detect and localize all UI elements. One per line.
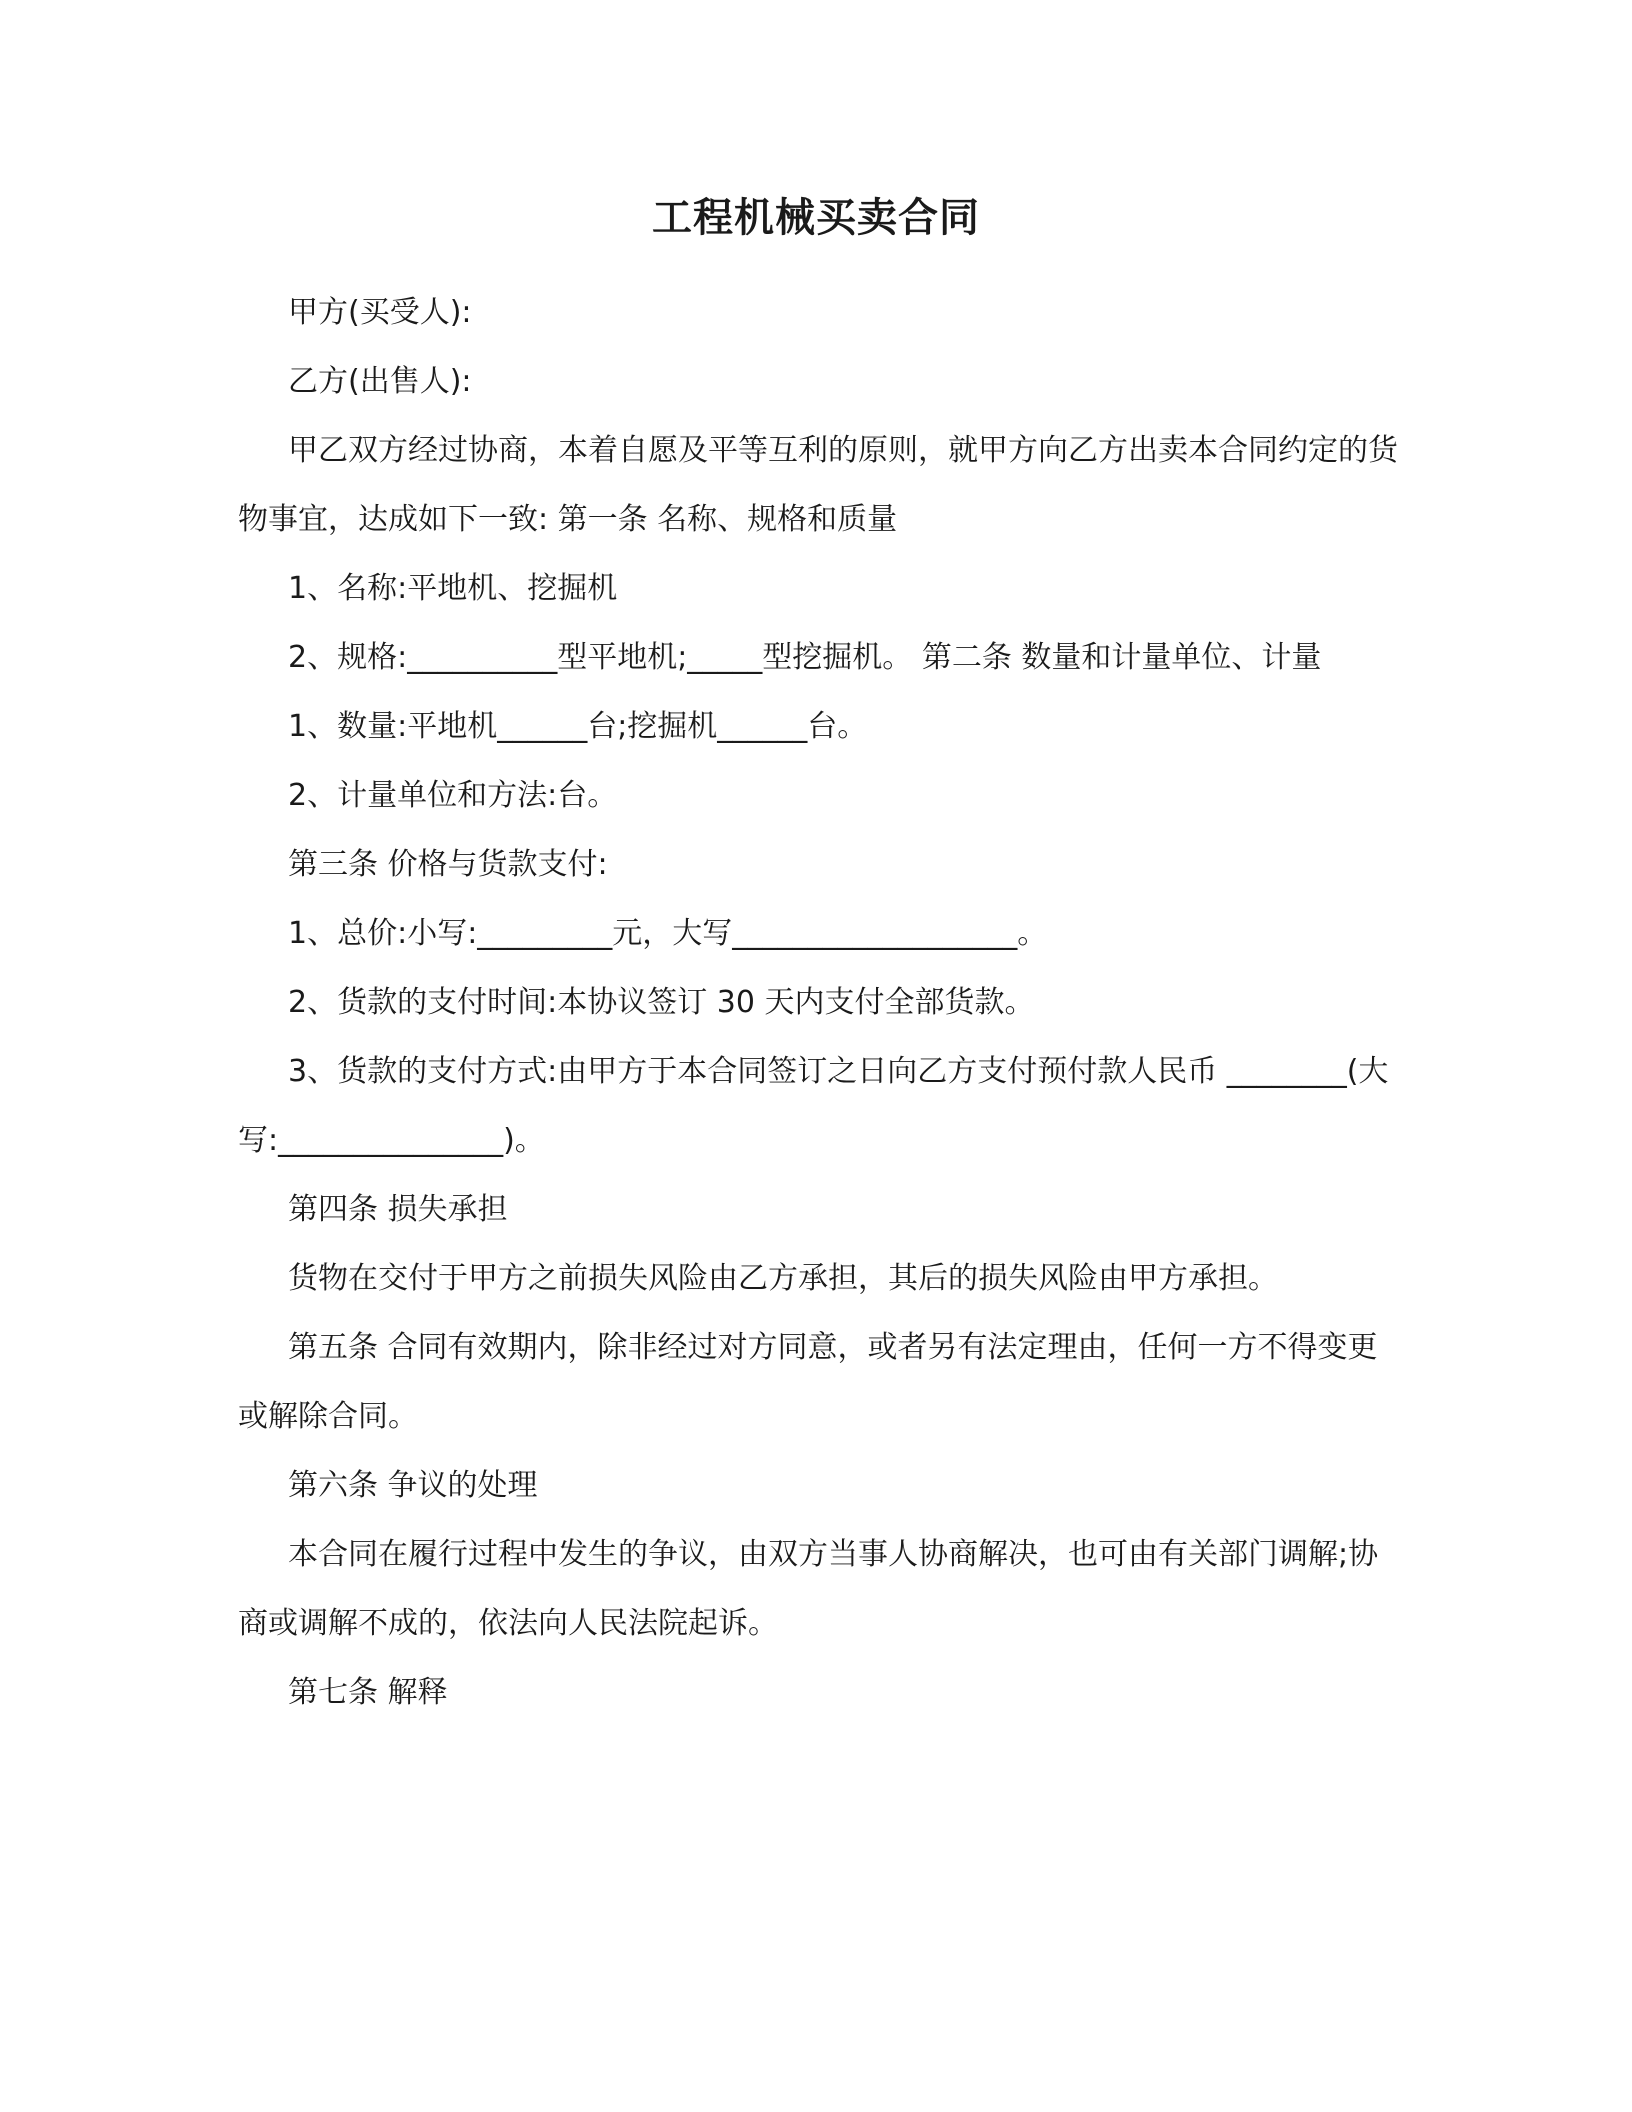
paragraph-loss-risk: 货物在交付于甲方之前损失风险由乙方承担，其后的损失风险由甲方承担。 — [288, 1261, 1278, 1296]
paragraph-payment-method: 3、货款的支付方式:由甲方于本合同签订之日向乙方支付预付款人民币 ________(大写:_______________)。 — [238, 1054, 1389, 1158]
paragraph-quantity: 1、数量:平地机______台;挖掘机______台。 — [288, 709, 868, 744]
paragraph-article-5: 第五条 合同有效期内，除非经过对方同意，或者另有法定理由，任何一方不得变更或解除合同。 — [238, 1330, 1378, 1434]
paragraph-total-price: 1、总价:小写:_________元，大写___________________。 — [288, 916, 1048, 951]
paragraph-party-a: 甲方(买受人): — [288, 295, 472, 330]
paragraph-dispute: 本合同在履行过程中发生的争议，由双方当事人协商解决，也可由有关部门调解;协商或调解不成的，依法向人民法院起诉。 — [238, 1537, 1379, 1641]
paragraph-article-6: 第六条 争议的处理 — [288, 1468, 538, 1503]
paragraph-article-4: 第四条 损失承担 — [288, 1192, 508, 1227]
paragraph-spec: 2、规格:__________型平地机;_____型挖掘机。 第二条 数量和计量单位、计量 — [288, 640, 1322, 675]
paragraph-article-7: 第七条 解释 — [288, 1675, 448, 1710]
paragraph-name: 1、名称:平地机、挖掘机 — [288, 571, 618, 606]
document-title: 工程机械买卖合同 — [652, 195, 980, 241]
paragraph-payment-time: 2、货款的支付时间:本协议签订 30 天内支付全部货款。 — [288, 985, 1035, 1020]
paragraph-party-b: 乙方(出售人): — [288, 364, 472, 399]
paragraph-article-3: 第三条 价格与货款支付: — [288, 847, 608, 882]
document-body — [238, 278, 1398, 1727]
paragraph-unit: 2、计量单位和方法:台。 — [288, 778, 618, 813]
paragraph-preamble: 甲乙双方经过协商，本着自愿及平等互利的原则，就甲方向乙方出卖本合同约定的货物事宜，达成如下一致: 第一条 名称、规格和质量 — [238, 433, 1398, 537]
